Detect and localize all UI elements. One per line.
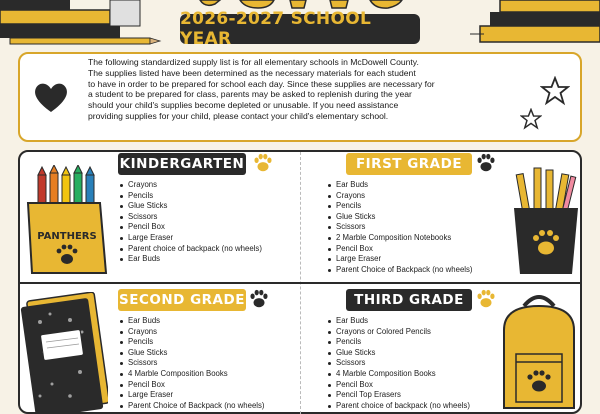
third-grade-title: THIRD GRADE xyxy=(354,292,464,308)
list-item: Pencil Box xyxy=(128,222,262,233)
intro-line: The following standardized supply list is for all elementary schools in McDowell County. xyxy=(88,57,419,67)
first-grade-title: FIRST GRADE xyxy=(355,156,463,172)
list-item: Crayons xyxy=(128,180,262,191)
paw-icon xyxy=(248,288,270,310)
star-icon xyxy=(540,76,570,106)
first-grade-list xyxy=(324,180,473,275)
second-grade-list xyxy=(116,316,265,411)
intro-line: to have in order to be prepared for school each day. Since these supplies are necessary for xyxy=(88,78,435,89)
list-item: Glue Sticks xyxy=(128,348,265,359)
list-item: Scissors xyxy=(336,222,473,233)
list-item: Scissors xyxy=(128,358,265,369)
crayon-box-label: PANTHERS xyxy=(37,231,97,242)
paw-icon xyxy=(252,152,274,174)
intro-line: providing supplies for your child, please contact your child's elementary school. xyxy=(88,110,389,121)
list-item: 4 Marble Composition Books xyxy=(336,369,470,380)
intro-line: The supplies listed have been determined as the necessary materials for each student xyxy=(88,67,416,78)
list-item: Large Eraser xyxy=(128,390,265,401)
intro-line: a student to be prepared for class, parents may be asked to replenish during the year xyxy=(88,89,412,100)
kindergarten-title: KINDERGARTEN xyxy=(119,156,245,172)
star-icon xyxy=(520,108,542,130)
list-item: Ear Buds xyxy=(128,254,262,265)
list-item: Pencil Top Erasers xyxy=(336,390,470,401)
list-item: Ear Buds xyxy=(128,316,265,327)
list-item: Pencils xyxy=(128,337,265,348)
heart-icon xyxy=(32,80,70,114)
first-grade-title-tag xyxy=(346,153,472,175)
crayon-box-illustration xyxy=(22,165,112,275)
list-item: Large Eraser xyxy=(336,254,473,265)
list-item: Ear Buds xyxy=(336,180,473,191)
kindergarten-list xyxy=(116,180,262,265)
list-item: Scissors xyxy=(128,212,262,223)
list-item: Parent choice of backpack (no wheels) xyxy=(128,243,262,253)
intro-line: should your child's supplies become depleted or unusable. If you need assistance xyxy=(88,100,399,111)
intro-text xyxy=(88,57,528,122)
list-item: Pencil Box xyxy=(336,244,473,255)
list-item: Parent choice of backpack (no wheels) xyxy=(336,400,470,410)
list-item: Glue Sticks xyxy=(128,201,262,212)
list-item: Parent Choice of Backpack (no wheels) xyxy=(128,400,265,410)
list-item: Glue Sticks xyxy=(336,348,470,359)
pencil-cup-illustration xyxy=(508,166,584,278)
list-item: 4 Marble Composition Books xyxy=(128,369,265,380)
list-item: Crayons xyxy=(336,191,473,202)
paw-icon xyxy=(475,152,497,174)
backpack-illustration xyxy=(494,290,584,414)
list-item: Pencils xyxy=(336,337,470,348)
list-item: Crayons or Colored Pencils xyxy=(336,327,470,338)
second-grade-title: SECOND GRADE xyxy=(119,292,245,308)
list-item: Pencil Box xyxy=(336,380,470,391)
composition-notebook-illustration xyxy=(20,292,108,414)
school-year-banner xyxy=(180,9,420,49)
list-item: Crayons xyxy=(128,327,265,338)
kindergarten-title-tag xyxy=(118,153,246,175)
third-grade-list xyxy=(324,316,470,411)
list-item: Scissors xyxy=(336,358,470,369)
list-item: 2 Marble Composition Notebooks xyxy=(336,233,473,244)
list-item: Glue Sticks xyxy=(336,212,473,223)
list-item: Parent Choice of Backpack (no wheels) xyxy=(336,264,473,274)
list-item: Pencils xyxy=(128,191,262,202)
third-grade-title-tag xyxy=(346,289,472,311)
list-item: Pencils xyxy=(336,201,473,212)
school-year-title: 2026-2027 SCHOOL YEAR xyxy=(180,9,372,49)
row-divider xyxy=(20,282,580,284)
list-item: Ear Buds xyxy=(336,316,470,327)
second-grade-title-tag xyxy=(118,289,246,311)
list-item: Pencil Box xyxy=(128,380,265,391)
list-item: Large Eraser xyxy=(128,233,262,244)
